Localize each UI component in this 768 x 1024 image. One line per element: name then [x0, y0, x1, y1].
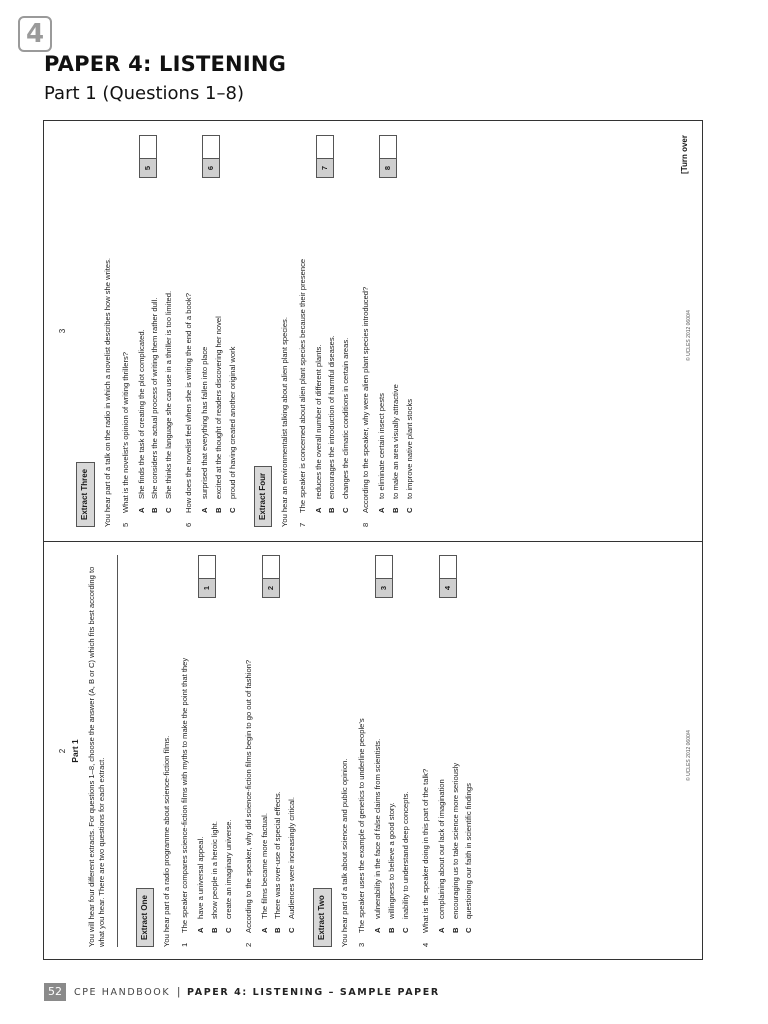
option-letter: B — [150, 507, 160, 513]
option-letter: B — [327, 507, 337, 513]
answer-box-blank — [376, 556, 392, 578]
question-block — [357, 555, 410, 947]
option-letter: C — [341, 507, 351, 513]
option-letter: C — [287, 927, 297, 933]
option-letter: C — [164, 507, 174, 513]
answer-option — [260, 555, 270, 933]
answer-option — [224, 555, 234, 933]
answer-box — [139, 135, 157, 178]
question-number: 8 — [361, 522, 371, 527]
extract-context: You hear part of a talk about science and public opinion. — [339, 758, 349, 947]
answer-box — [202, 135, 220, 178]
answer-box-blank — [440, 556, 456, 578]
option-text: proud of having created another original work — [227, 346, 237, 499]
answer-option — [137, 135, 147, 513]
exam-page-2 — [44, 541, 704, 961]
answer-box — [262, 555, 280, 598]
option-text: inability to understand deep concepts. — [400, 791, 410, 919]
footer — [44, 982, 440, 1002]
question-text: The speaker uses the example of genetics to underline people's — [357, 718, 367, 933]
question-block — [361, 135, 414, 527]
option-text: changes the climatic conditions in certain areas. — [341, 337, 351, 499]
answer-box-blank — [380, 136, 396, 158]
exam-page-number: 3 — [58, 328, 67, 334]
option-text: encourages the introduction of harmful diseases. — [327, 335, 337, 499]
option-letter: B — [390, 507, 400, 513]
option-text: The films became more factual. — [259, 813, 269, 919]
answer-box — [375, 555, 393, 598]
option-letter: B — [273, 927, 283, 933]
extract-heading: Extract One — [136, 888, 154, 947]
extract-context: You hear part of a talk on the radio in which a novelist describes how she writes. — [102, 257, 112, 527]
option-letter: A — [313, 507, 323, 513]
option-text: encouraging us to take science more seriously — [450, 762, 460, 919]
option-letter: C — [227, 507, 237, 513]
answer-box — [316, 135, 334, 178]
copyright-line: © UCLES 2012 0600/4 — [685, 730, 692, 781]
question-text: What is the speaker doing in this part of the talk? — [420, 768, 430, 933]
option-letter: C — [404, 507, 414, 513]
option-text: have a universal appeal. — [196, 836, 206, 919]
question-block — [244, 555, 297, 947]
answer-box-number: 3 — [376, 578, 392, 597]
answer-box-blank — [317, 136, 333, 158]
answer-box — [439, 555, 457, 598]
question-number: 3 — [357, 942, 367, 947]
question-block — [121, 135, 174, 527]
divider — [117, 555, 118, 947]
question-number: 6 — [184, 522, 194, 527]
answer-option — [405, 135, 415, 513]
option-text: create an imaginary universe. — [223, 819, 233, 919]
option-text: willingness to believe a good story. — [387, 802, 397, 919]
answer-option — [377, 135, 387, 513]
answer-box-number: 1 — [199, 578, 215, 597]
question-text: How does the novelist feel when she is writing the end of a book? — [184, 293, 194, 513]
answer-option — [341, 135, 351, 513]
option-text: to make an area visually attractive — [390, 384, 400, 499]
option-text: She thinks the language she can use in a thriller is too limited. — [164, 290, 174, 499]
question-block — [298, 135, 351, 527]
option-text: excited at the thought of readers discovering her novel — [213, 316, 223, 499]
question-block — [421, 555, 474, 947]
option-letter: A — [377, 507, 387, 513]
option-letter: A — [259, 927, 269, 933]
answer-box — [198, 555, 216, 598]
answer-option — [401, 555, 411, 933]
answer-option — [373, 555, 383, 933]
answer-box-blank — [203, 136, 219, 158]
exam-scan-frame — [43, 120, 703, 960]
answer-option — [210, 555, 220, 933]
question-text: What is the novelist's opinion of writing thrillers? — [120, 352, 130, 513]
answer-option — [228, 135, 238, 513]
option-letter: A — [199, 507, 209, 513]
option-text: reduces the overall number of different plants. — [313, 344, 323, 499]
answer-box-number: 2 — [263, 578, 279, 597]
option-letter: A — [196, 927, 206, 933]
question-number: 2 — [243, 942, 253, 947]
option-text: vulnerability in the face of false claims from scientists. — [373, 738, 383, 919]
question-text: According to the speaker, why were alien plant species introduced? — [361, 286, 371, 513]
option-text: She considers the actual process of writing them rather dull. — [150, 297, 160, 499]
option-text: questioning our faith in scientific findings — [464, 783, 474, 919]
option-text: surprised that everything has fallen into place — [199, 346, 209, 499]
option-letter: B — [387, 927, 397, 933]
answer-option — [214, 135, 224, 513]
exam-page-3 — [44, 121, 704, 541]
answer-box-number: 7 — [317, 158, 333, 177]
answer-box-blank — [199, 556, 215, 578]
option-letter: B — [450, 927, 460, 933]
question-text: The speaker is concerned about alien plant species because their presence — [297, 258, 307, 513]
option-text: There was over-use of special effects. — [273, 791, 283, 919]
option-letter: A — [373, 927, 383, 933]
question-number: 1 — [180, 942, 190, 947]
answer-option — [273, 555, 283, 933]
answer-option — [327, 135, 337, 513]
question-number: 5 — [120, 522, 130, 527]
answer-box-number: 5 — [140, 158, 156, 177]
option-letter: C — [464, 927, 474, 933]
exam-page-number: 2 — [58, 748, 67, 754]
instructions: You will hear four different extracts. For questions 1–8, choose the answer (A, B or C) which fits best according to what you hear. There are two questions for each extract. — [87, 566, 107, 947]
answer-option — [164, 135, 174, 513]
answer-box-number: 4 — [440, 578, 456, 597]
answer-option — [200, 135, 210, 513]
page-subtitle: Part 1 (Questions 1–8) — [44, 83, 244, 104]
question-text: According to the speaker, why did science-fiction films begin to go out of fashion? — [243, 659, 253, 933]
answer-option — [287, 555, 297, 933]
option-letter: C — [400, 927, 410, 933]
answer-option — [196, 555, 206, 933]
turn-over-note: [Turn over — [679, 135, 689, 174]
extract-heading: Extract Four — [254, 466, 272, 527]
option-letter: C — [223, 927, 233, 933]
answer-box — [379, 135, 397, 178]
question-number: 4 — [420, 942, 430, 947]
answer-option — [314, 135, 324, 513]
answer-option — [464, 555, 474, 933]
option-letter: B — [210, 927, 219, 933]
option-text: She finds the task of creating the plot complicated. — [136, 329, 146, 499]
answer-box-blank — [140, 136, 156, 158]
option-text: Audiences were increasingly critical. — [287, 797, 297, 919]
question-text: The speaker compares science-fiction films with myths to make the point that they — [180, 657, 190, 933]
answer-option — [150, 135, 160, 513]
extract-context: You hear part of a radio programme about science-fiction films. — [162, 735, 172, 947]
option-letter: B — [213, 507, 223, 513]
footer-separator: | — [177, 986, 181, 998]
option-text: to improve native plant stocks — [404, 398, 414, 499]
answer-box-number: 8 — [380, 158, 396, 177]
extract-heading: Extract Two — [313, 888, 331, 947]
option-letter: A — [136, 507, 146, 513]
question-number: 7 — [297, 522, 307, 527]
footer-handbook-label: CPE HANDBOOK — [74, 986, 171, 998]
answer-option — [391, 135, 401, 513]
answer-option — [437, 555, 447, 933]
question-block — [180, 555, 233, 947]
copyright-line: © UCLES 2012 0600/4 — [685, 310, 692, 361]
question-block — [184, 135, 237, 527]
footer-section-label: PAPER 4: LISTENING – SAMPLE PAPER — [187, 986, 440, 998]
option-text: show people in a heroic light. — [210, 821, 219, 919]
answer-option — [451, 555, 461, 933]
answer-box-number: 6 — [203, 158, 219, 177]
option-letter: A — [436, 927, 446, 933]
answer-option — [387, 555, 397, 933]
page-title: PAPER 4: LISTENING — [44, 52, 287, 76]
extract-heading: Extract Three — [76, 462, 94, 527]
handbook-page-number: 52 — [44, 983, 66, 1001]
extract-context: You hear an environmentalist talking about alien plant species. — [279, 317, 289, 527]
option-text: complaining about our lack of imagination — [436, 779, 446, 919]
answer-box-blank — [263, 556, 279, 578]
paper-number-badge: 4 — [18, 16, 52, 52]
option-text: to eliminate certain insect pests — [377, 393, 387, 499]
part-heading: Part 1 — [70, 739, 81, 763]
